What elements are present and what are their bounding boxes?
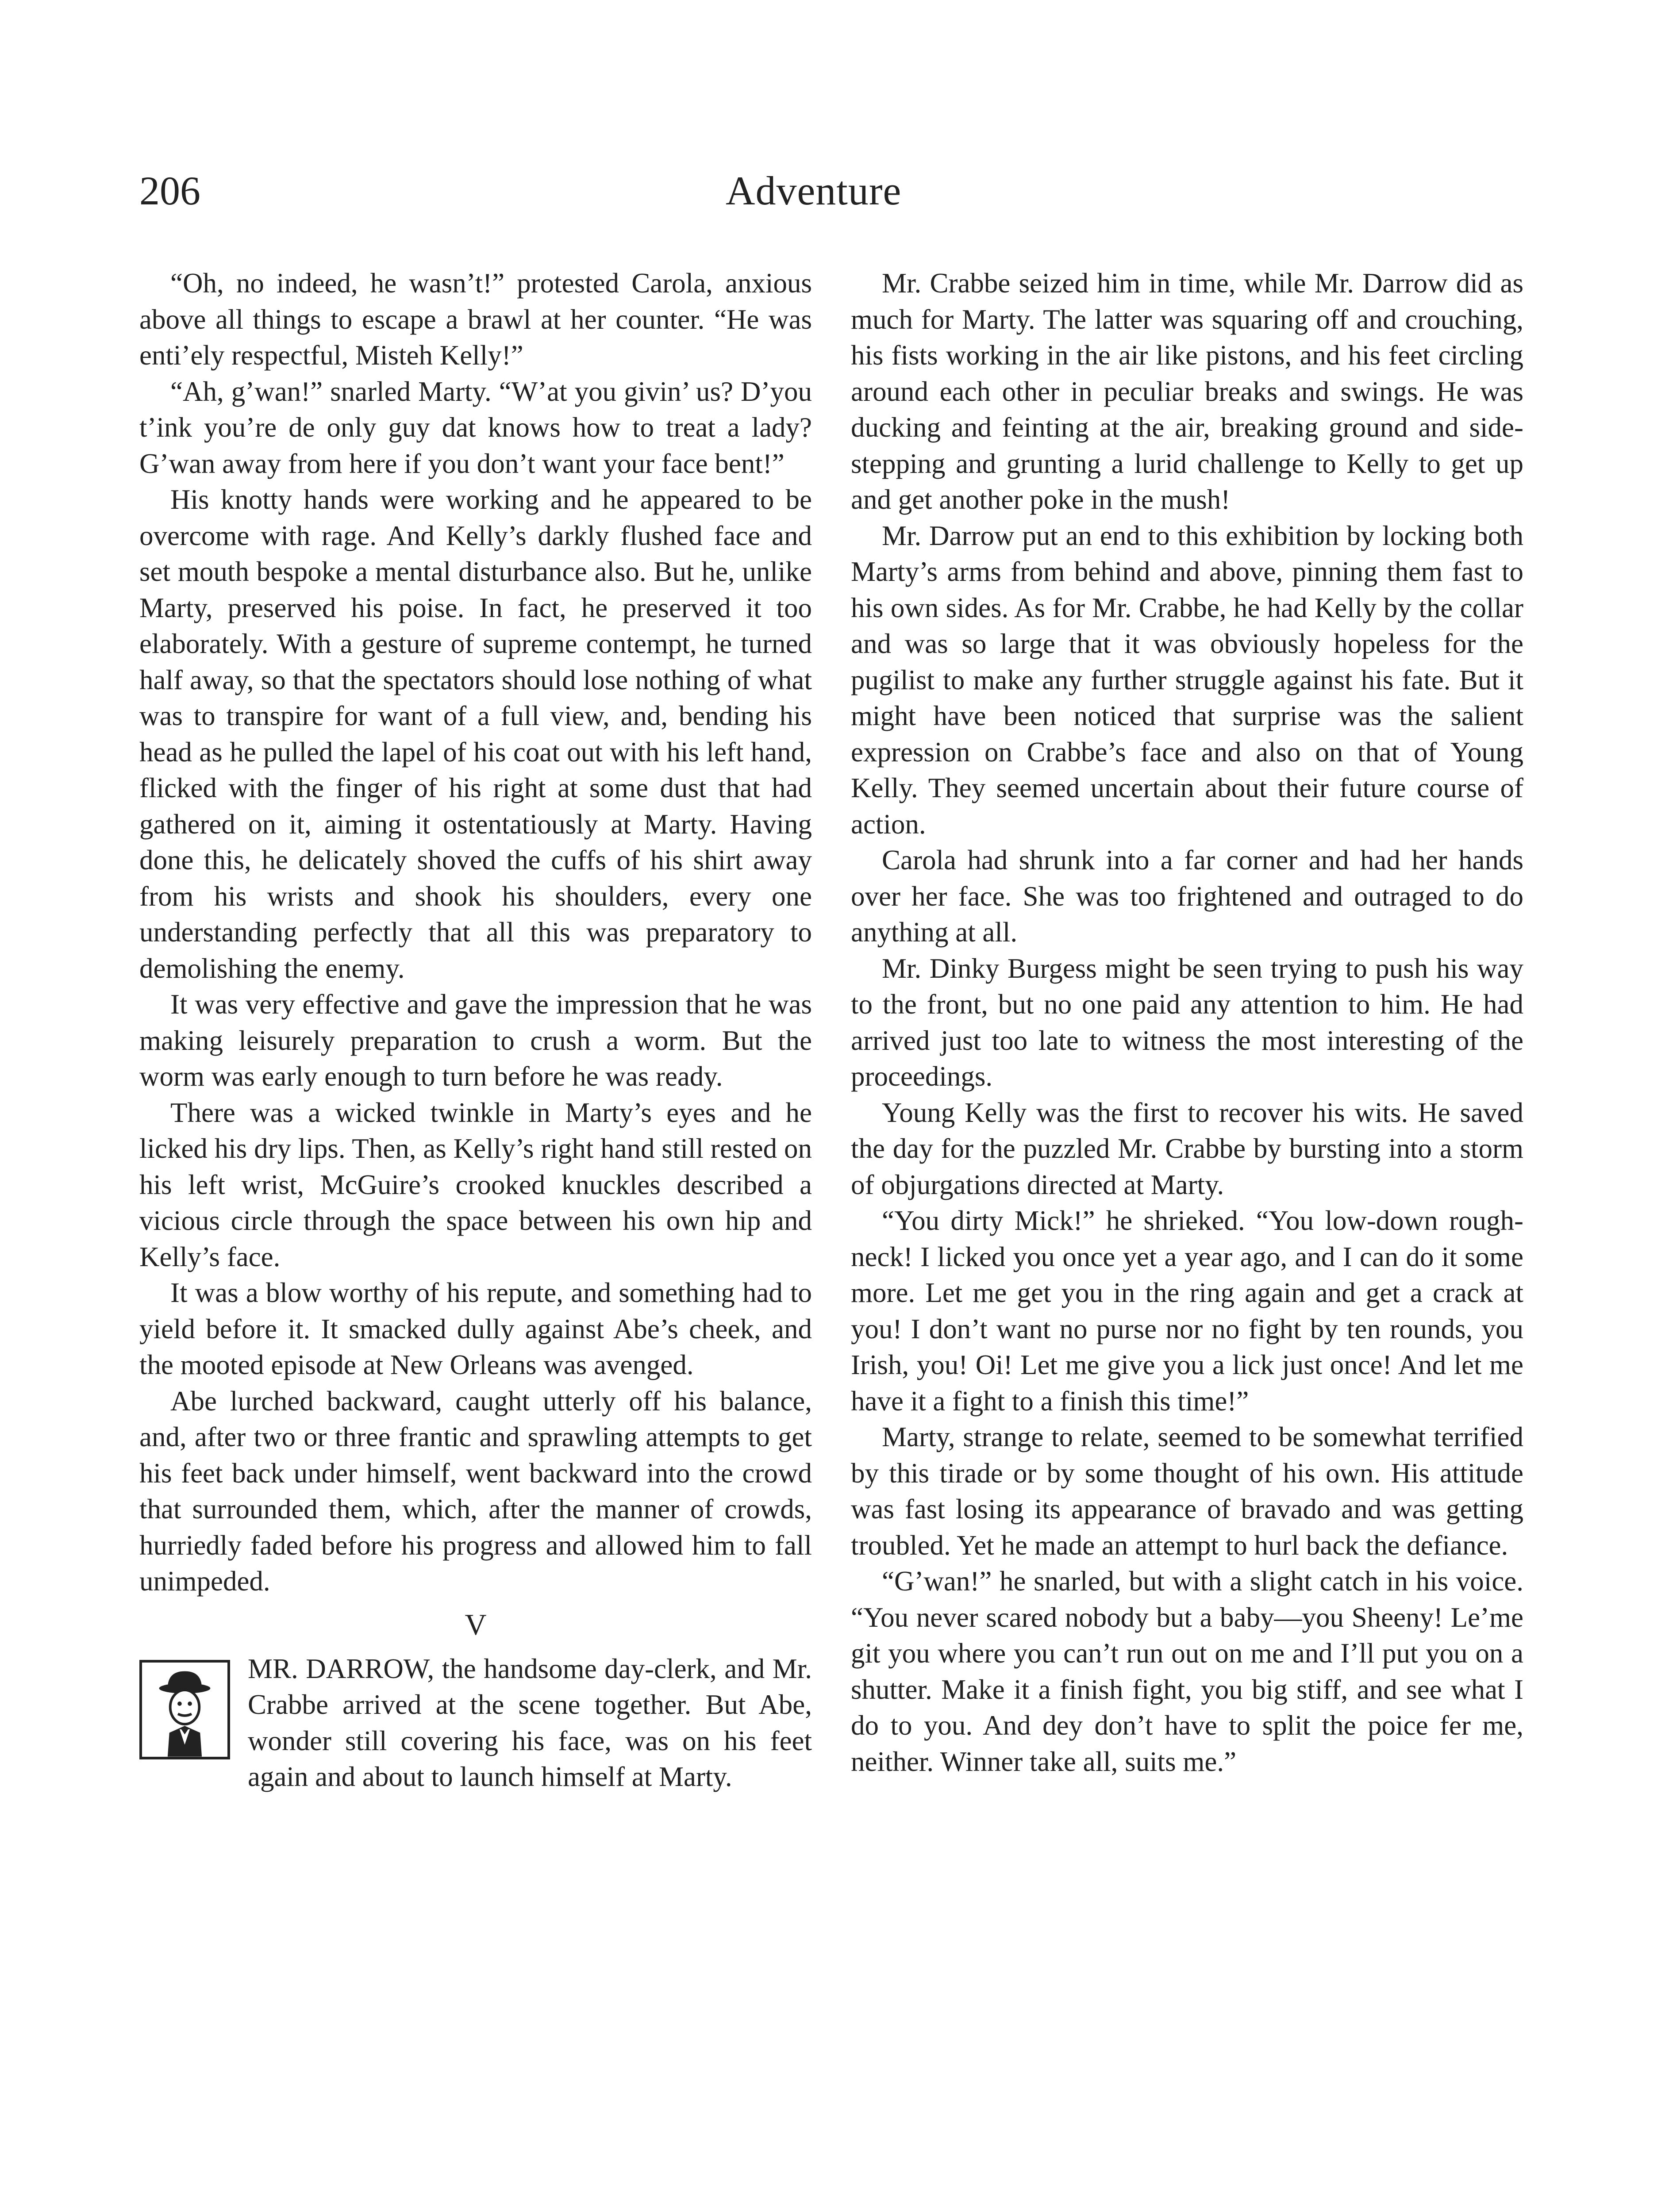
paragraph: It was a blow worthy of his repute, and something had to yield before it. It smacked dully against Abe’s cheek, and the mooted episode at New Orleans was avenged. xyxy=(139,1277,812,1380)
paragraph: Abe lurched backward, caught utterly off his balance, and, after two or three frantic and sprawling attempts to get his feet back under himself, went backward into the crowd that surrounded them, which, after the manner of crowds, hurriedly faded before his progress and allowed him to fall unimpeded. xyxy=(139,1385,812,1597)
paragraph: Carola had shrunk into a far corner and had her hands over her face. She was too frightened and outraged to do anything at all. xyxy=(851,845,1523,948)
paragraph: It was very effective and gave the impression that he was making leisurely preparation to crush a worm. But the worm was early enough to turn before he was ready. xyxy=(139,989,812,1092)
left-column xyxy=(139,265,812,1795)
paragraph: Mr. Crabbe seized him in time, while Mr. Darrow did as much for Marty. The latter was squaring off and crouching, his fists working in the air like pistons, and his feet circling around each other in peculiar breaks and swings. He was ducking and feinting at the air, breaking ground and sidestepping and grunting a lurid challenge to Kelly to get up and get another poke in the mush! xyxy=(851,268,1523,515)
paragraph: “Oh, no indeed, he wasn’t!” protested Carola, anxious above all things to escape a brawl at her counter. “He was enti’ely respectful, Misteh Kelly!” xyxy=(139,268,812,371)
right-column xyxy=(851,265,1523,1780)
page-number: 206 xyxy=(139,168,200,213)
running-title: Adventure xyxy=(726,168,902,213)
section-number: V xyxy=(465,1607,487,1641)
paragraph: MR. DARROW, the handsome day-clerk, and Mr. Crabbe arrived at the scene together. But Abe, wonder still covering his face, was on his feet again and about to launch himself at Marty. xyxy=(248,1653,812,1792)
paragraph: His knotty hands were working and he appeared to be overcome with rage. And Kelly’s darkly flushed face and set mouth bespoke a mental disturbance also. But he, unlike Marty, preserved his poise. In fact, he preserved it too elaborately. With a gesture of supreme contempt, he turned half away, so that the spectators should lose nothing of what was to transpire for want of a full view, and, bending his head as he pulled the lapel of his coat out with his left hand, flicked with the finger of his right at some dust that had gathered on it, aiming it ostentatiously at Marty. Having done this, he delicately shoved the cuffs of his shirt away from his wrists and shook his shoulders, every one understanding perfectly that all this was preparatory to demolishing the enemy. xyxy=(139,484,812,984)
paragraph: “G’wan!” he snarled, but with a slight catch in his voice. “You never scared nobody but a baby—you Sheeny! Le’me git you where you can’t run out on me and I’ll put you on a shutter. Make it a finish fight, you big stiff, and see what I do to you. And dey don’t have to split the poice fer me, neither. Winner take all, suits me.” xyxy=(851,1566,1523,1777)
section-opening xyxy=(139,1651,812,1795)
paragraph: Marty, strange to relate, seemed to be somewhat terrified by this tirade or by some thought of his own. His attitude was fast losing its appearance of bravado and was getting troubled. Yet he made an attempt to hurl back the defiance. xyxy=(851,1421,1523,1561)
paragraph: Young Kelly was the first to recover his wits. He saved the day for the puzzled Mr. Crabbe by bursting into a storm of objurgations directed at Marty. xyxy=(851,1097,1523,1200)
paragraph: Mr. Dinky Burgess might be seen trying to push his way to the front, but no one paid any attention to him. He had arrived just too late to witness the most interesting of the proceedings. xyxy=(851,952,1523,1092)
man-with-derby-hat-icon xyxy=(139,1660,230,1759)
paragraph: There was a wicked twinkle in Marty’s eyes and he licked his dry lips. Then, as Kelly’s right hand still rested on his left wrist, McGuire’s crooked knuckles described a vicious circle through the space between his own hip and Kelly’s face. xyxy=(139,1097,812,1272)
paragraph: “You dirty Mick!” he shrieked. “You low-down rough-neck! I licked you once yet a year ago, and I can do it some more. Let me get you in the ring again and get a crack at you! I don’t want no purse nor no fight by ten rounds, you Irish, you! Oi! Let me give you a lick just once! And let me have it a fight to a finish this time!” xyxy=(851,1205,1523,1417)
paragraph: Mr. Darrow put an end to this exhibition by locking both Marty’s arms from behind and above, pinning them fast to his own sides. As for Mr. Crabbe, he had Kelly by the collar and was so large that it was obviously hopeless for the pugilist to make any further struggle against his fate. But it might have been noticed that surprise was the salient expression on Crabbe’s face and also on that of Young Kelly. They seemed uncertain about their future course of action. xyxy=(851,520,1523,840)
paragraph: “Ah, g’wan!” snarled Marty. “W’at you givin’ us? D’you t’ink you’re de only guy dat knows how to treat a lady? G’wan away from here if you don’t want your face bent!” xyxy=(139,376,812,479)
